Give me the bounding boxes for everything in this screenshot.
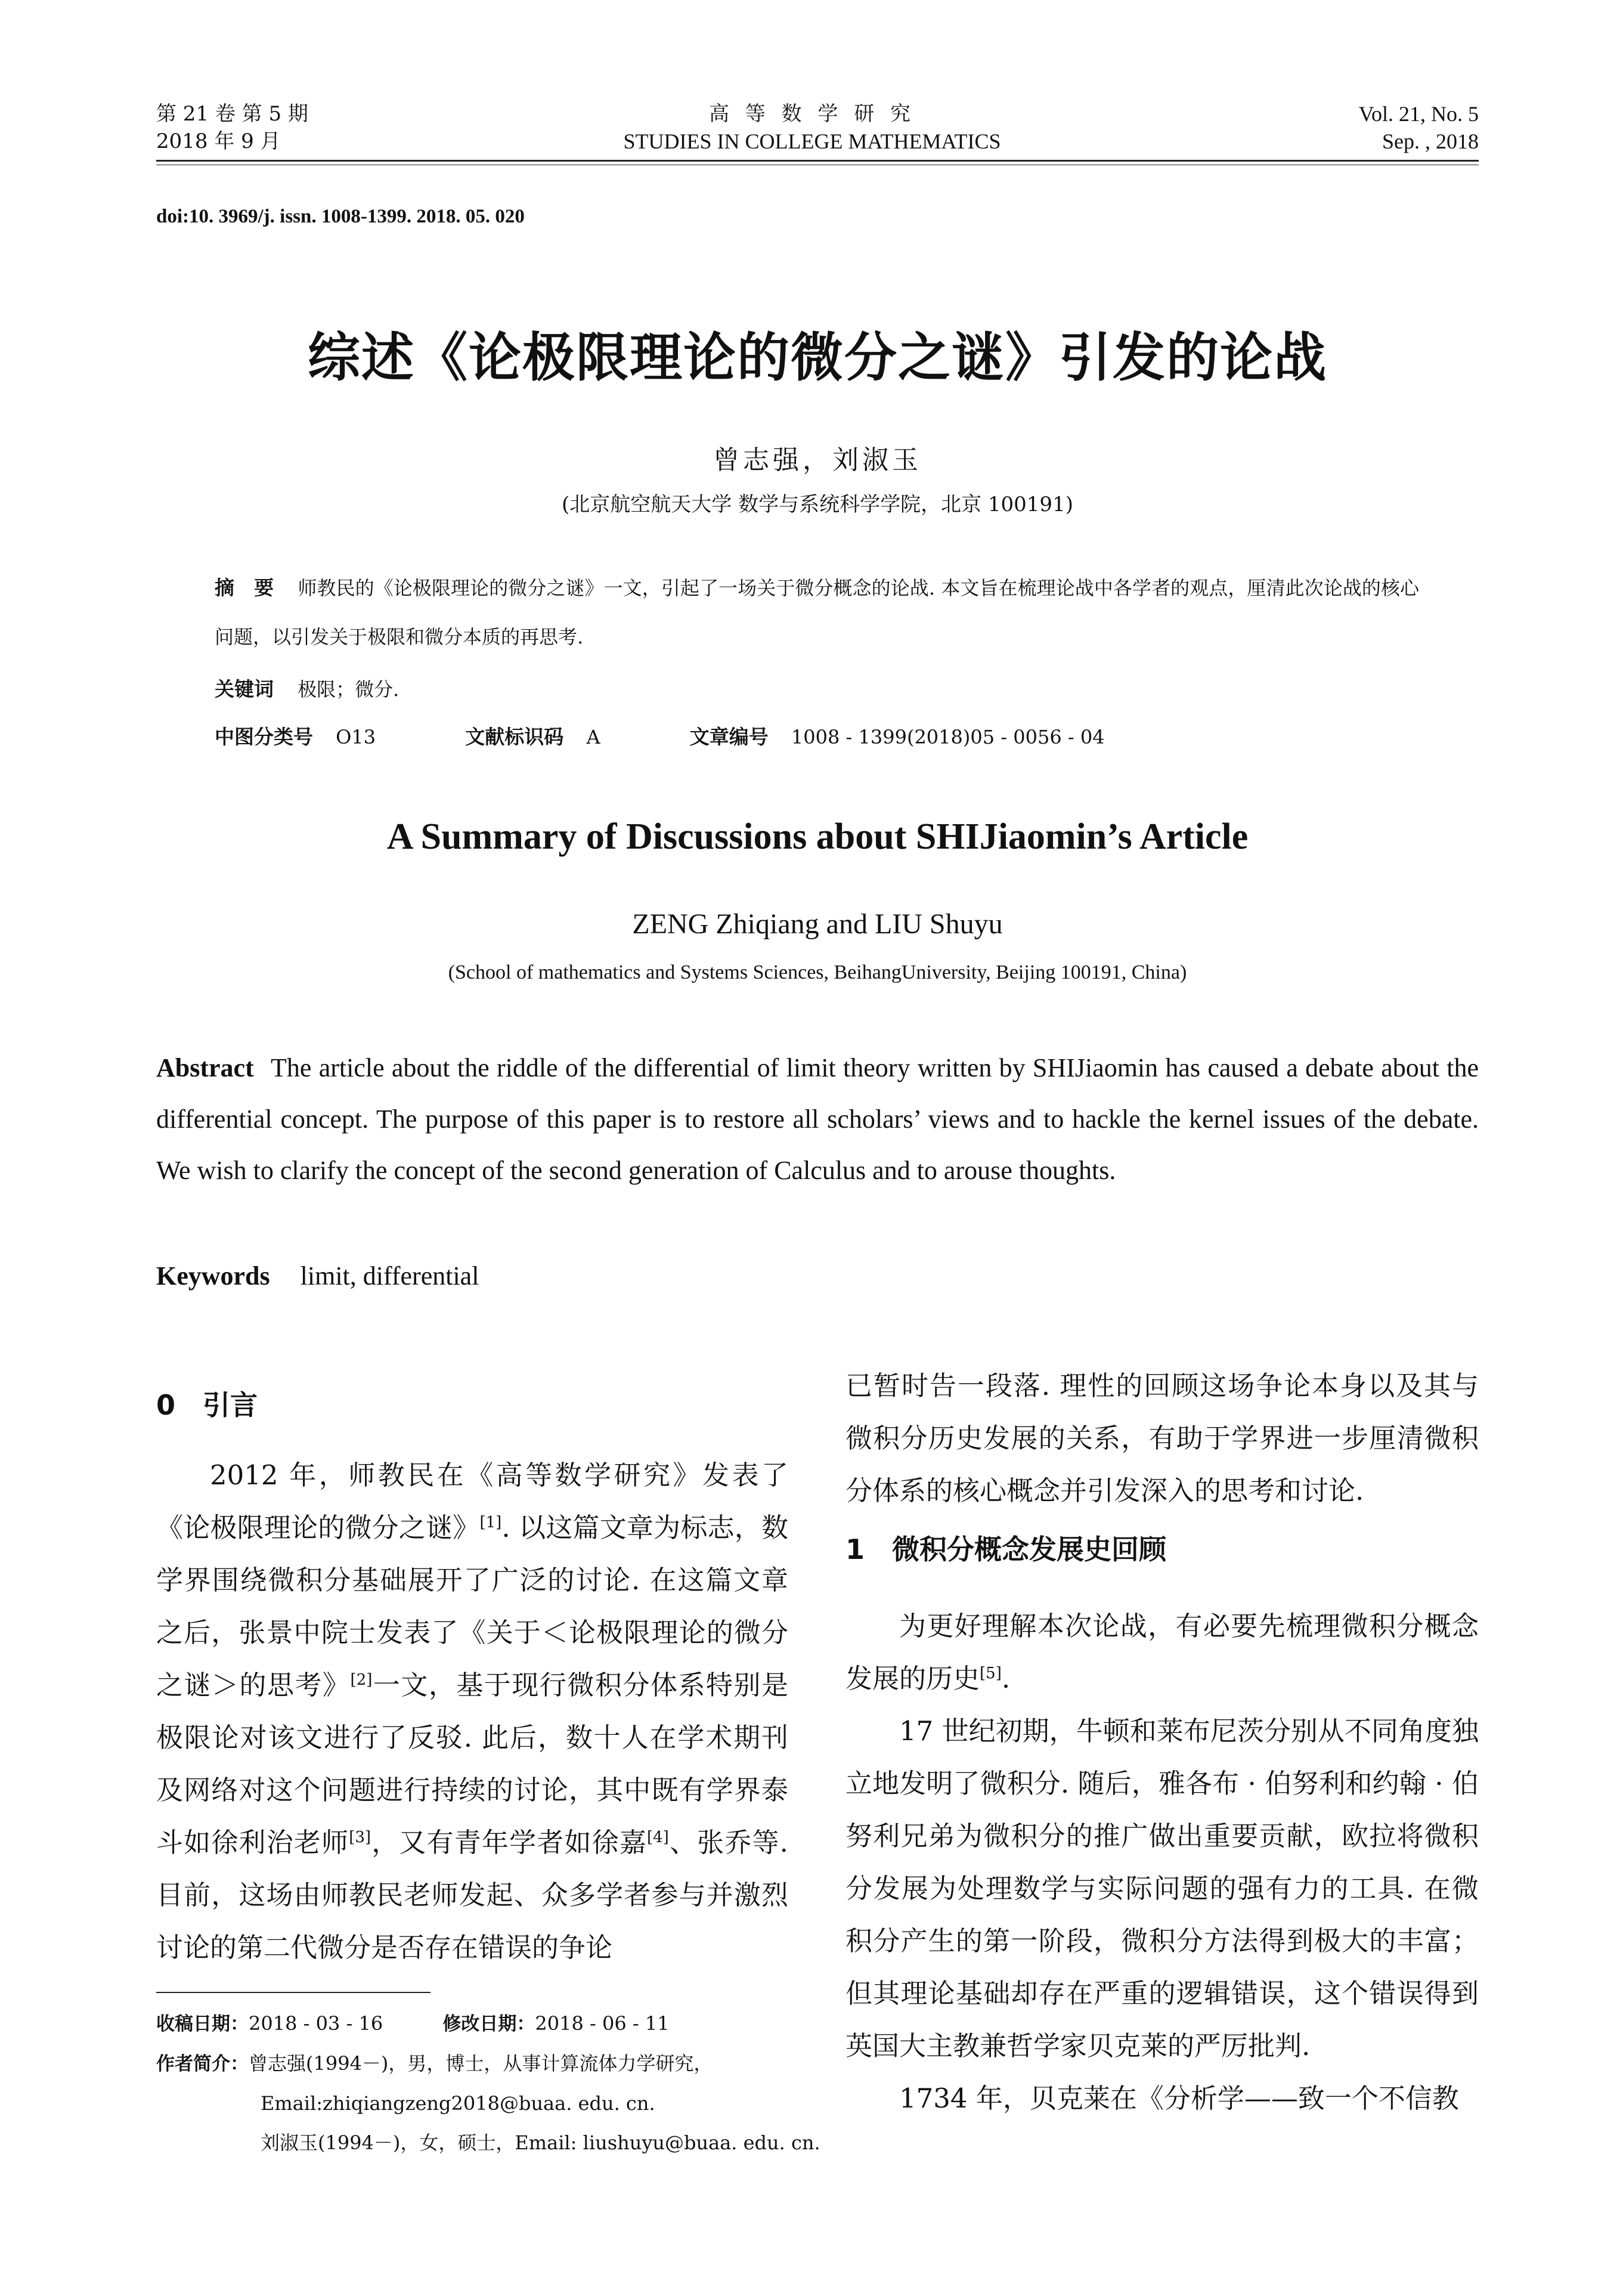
right-column-section-1 (845, 1600, 1479, 2125)
citation-ref-3: [3] (349, 1828, 371, 1846)
article-number-label: 文章编号 (689, 725, 769, 748)
section-0-heading: 0 引言 (156, 1389, 258, 1421)
revised-date: 2018 - 06 - 11 (535, 2012, 670, 2035)
author-email-1: Email:zhiqiangzeng2018@buaa. edu. cn. (261, 2092, 655, 2115)
keywords-en-text: limit, differential (300, 1261, 479, 1291)
paper-title-cn: 综述《论极限理论的微分之谜》引发的论战 (307, 327, 1327, 388)
header-rule-top (156, 160, 1479, 162)
keywords-cn-text: 极限；微分. (298, 678, 399, 701)
publication-date: 2018 年 9 月 (156, 129, 281, 153)
right-column-body (845, 1360, 1479, 1517)
footnote (156, 2004, 820, 2162)
volume-issue: 第 21 卷 第 5 期 (156, 102, 308, 126)
volume-en: Vol. 21, No. 5 (1358, 102, 1479, 126)
history-paragraph-3: 1734 年，贝克莱在《分析学——致一个不信教 (899, 2083, 1459, 2114)
keywords-en (156, 1251, 1479, 1302)
authors-en: ZENG Zhiqiang and LIU Shuyu (632, 908, 1003, 940)
keywords-cn (215, 674, 399, 702)
affiliation-en: (School of mathematics and Systems Sciences, BeihangUniversity, Beijing 100191, China) (448, 961, 1187, 983)
authors-cn: 曾志强，刘淑玉 (713, 445, 922, 475)
keywords-cn-label: 关键词 (215, 677, 274, 701)
left-column-body (156, 1449, 788, 1974)
history-paragraph-1: 为更好理解本次论战，有必要先梳理微积分概念发展的历史[5]. (845, 1610, 1479, 1694)
classification-line (215, 722, 1105, 750)
header-center (514, 100, 1110, 155)
abstract-en (156, 1042, 1479, 1196)
keywords-en-label: Keywords (156, 1261, 270, 1291)
author-bio-2: 刘淑玉(1994－)，女，硕士，Email: liushuyu@buaa. edu. cn. (261, 2131, 820, 2154)
doi: doi:10. 3969/j. issn. 1008-1399. 2018. 05. 020 (156, 206, 525, 227)
continued-paragraph: 已暂时告一段落. 理性的回顾这场争论本身以及其与微积分历史发展的关系，有助于学界进一步厘清微积分体系的核心概念并引发深入的思考和讨论. (845, 1370, 1479, 1506)
class-number-label: 中图分类号 (215, 725, 313, 748)
intro-paragraph: 2012 年，师教民在《高等数学研究》发表了《论极限理论的微分之谜》[1]. 以这篇文章为标志，数学界围绕微积分基础展开了广泛的讨论. 在这篇文章之后，张景中院士发表了《关于＜论极限理论的微分之谜＞的思考》[2]一文，基于现行微积分体系特别是极限论对该文进行了反驳. 此后，数十人在学术期刊及网络对这个问题进行持续的讨论，其中既有学界泰斗如徐利治老师[3]，又有青年学者如徐嘉[4]、张乔等. 目前，这场由师教民老师发起、众多学者参与并激烈讨论的第二代微分是否存在错误的争论 (156, 1459, 788, 1963)
history-paragraph-2: 17 世纪初期，牛顿和莱布尼茨分别从不同角度独立地发明了微积分. 随后，雅各布 · 伯努利和约翰 · 伯努利兄弟为微积分的推广做出重要贡献，欧拉将微积分发展为处理数学与实际问题的强有力的工具. 在微积分产生的第一阶段，微积分方法得到极大的丰富；但其理论基础却存在严重的逻辑错误，这个错误得到英国大主教兼哲学家贝克莱的严厉批判. (845, 1715, 1479, 2062)
citation-ref-1: [1] (479, 1514, 502, 1531)
doc-code-label: 文献标识码 (465, 725, 564, 748)
doc-code-value: A (586, 726, 600, 748)
journal-name-en: STUDIES IN COLLEGE MATHEMATICS (623, 129, 1001, 153)
footnote-rule (156, 1992, 430, 1993)
date-en: Sep. , 2018 (1382, 129, 1479, 153)
journal-name-cn: 高 等 数 学 研 究 (708, 102, 916, 126)
citation-ref-2: [2] (350, 1671, 373, 1689)
author-bio: 作者简介：曾志强(1994－)，男，博士，从事计算流体力学研究， (156, 2052, 713, 2075)
abstract-cn-text: 师教民的《论极限理论的微分之谜》一文，引起了一场关于微分概念的论战. 本文旨在梳理论战中各学者的观点，厘清此次论战的核心问题，以引发关于极限和微分本质的再思考. (215, 577, 1419, 648)
abstract-cn-label: 摘 要 (215, 576, 274, 599)
abstract-cn (215, 564, 1419, 661)
footnote-dates: 收稿日期：2018 - 03 - 16 修改日期：2018 - 06 - 11 (156, 2012, 670, 2035)
citation-ref-5: [5] (980, 1664, 1002, 1682)
class-number-value: O13 (336, 726, 376, 748)
abstract-en-label: Abstract (156, 1053, 254, 1082)
article-number-value: 1008 - 1399(2018)05 - 0056 - 04 (791, 726, 1105, 748)
section-1-heading: 1 微积分概念发展史回顾 (845, 1533, 1167, 1565)
abstract-en-text: The article about the riddle of the differential of limit theory written by SHIJiaomin has caused a debate about the differential concept. The purpose of this paper is to restore all scholars’ views and to hackle the kernel issues of the debate. We wish to clarify the concept of the second generation of Calculus and to arouse thoughts. (156, 1053, 1479, 1185)
header-left (156, 100, 308, 155)
paper-title-en: A Summary of Discussions about SHIJiaomin’s Article (386, 816, 1249, 857)
affiliation-cn: (北京航空航天大学 数学与系统科学学院，北京 100191) (562, 493, 1073, 516)
received-date: 2018 - 03 - 16 (249, 2012, 383, 2035)
citation-ref-4: [4] (646, 1828, 669, 1846)
header-right (1359, 100, 1479, 155)
